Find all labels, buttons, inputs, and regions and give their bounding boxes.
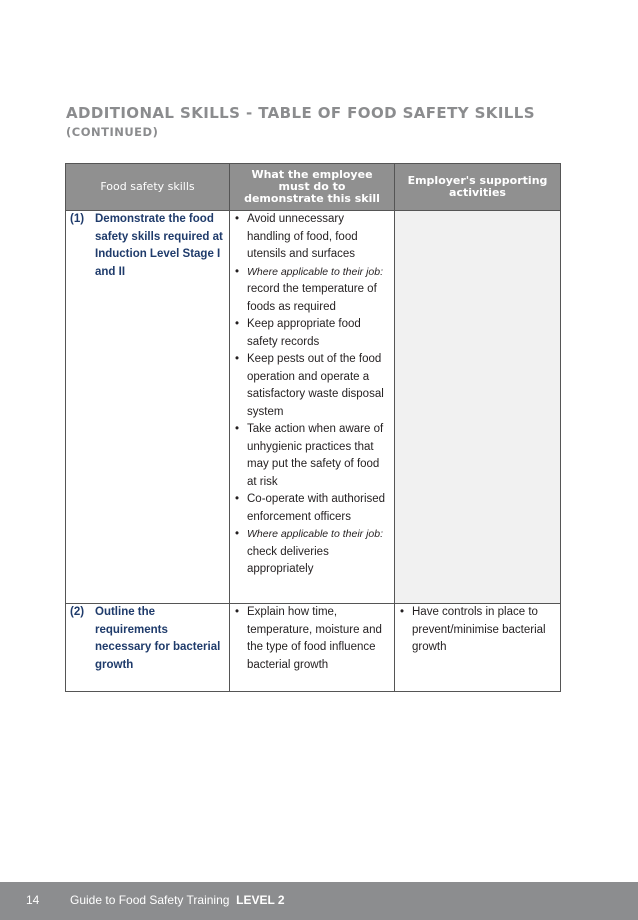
list-item: • Where applicable to their job: record the temperature of foods as required (233, 264, 390, 317)
food-safety-skills-table (65, 163, 561, 692)
table-header-row (66, 164, 561, 211)
page-footer (0, 882, 638, 920)
skill-cell (66, 211, 230, 604)
employee-bullet-list (230, 211, 394, 579)
skill-cell (66, 604, 230, 692)
conditional-prefix: Where applicable to their job: (247, 528, 383, 540)
list-item: • Keep pests out of the food operation and operate a satisfactory waste disposal system (233, 351, 390, 421)
footer-guide-title: Guide to Food Safety Training LEVEL 2 (70, 893, 285, 907)
table-row (66, 604, 561, 692)
header-employer-activities: Employer's supporting activities (395, 164, 561, 211)
skill-text: Demonstrate the food safety skills required at Induction Level Stage I and II (95, 213, 223, 278)
header-employee-demonstrate: What the employee must do to demonstrate this skill (230, 164, 395, 211)
employer-bullet-list (395, 604, 560, 657)
list-item: • Have controls in place to prevent/minimise bacterial growth (398, 604, 556, 657)
list-item: • Take action when aware of unhygienic practices that may put the safety of food at risk (233, 421, 390, 491)
table-row (66, 211, 561, 604)
employer-cell (395, 211, 561, 604)
employer-cell (395, 604, 561, 692)
skill-text: Outline the requirements necessary for bacterial growth (95, 606, 221, 671)
list-item: • Explain how time, temperature, moisture and the type of food influence bacterial growth (233, 604, 390, 674)
employee-bullet-list (230, 604, 394, 674)
list-item: • Avoid unnecessary handling of food, food utensils and surfaces (233, 211, 390, 264)
employee-cell (230, 211, 395, 604)
page-title: ADDITIONAL SKILLS - TABLE OF FOOD SAFETY SKILLS (66, 104, 535, 122)
page-number: 14 (26, 893, 40, 907)
skill-number: (1) (70, 213, 85, 225)
page-subtitle: (CONTINUED) (66, 125, 159, 139)
list-item: • Keep appropriate food safety records (233, 316, 390, 351)
conditional-prefix: Where applicable to their job: (247, 265, 383, 278)
footer-level: LEVEL 2 (236, 893, 285, 907)
employee-cell (230, 604, 395, 692)
skill-number: (2) (70, 606, 85, 618)
list-item: • Co-operate with authorised enforcement officers (233, 491, 390, 526)
header-food-safety-skills: Food safety skills (66, 164, 230, 211)
list-item: • Where applicable to their job: check deliveries appropriately (233, 526, 390, 579)
